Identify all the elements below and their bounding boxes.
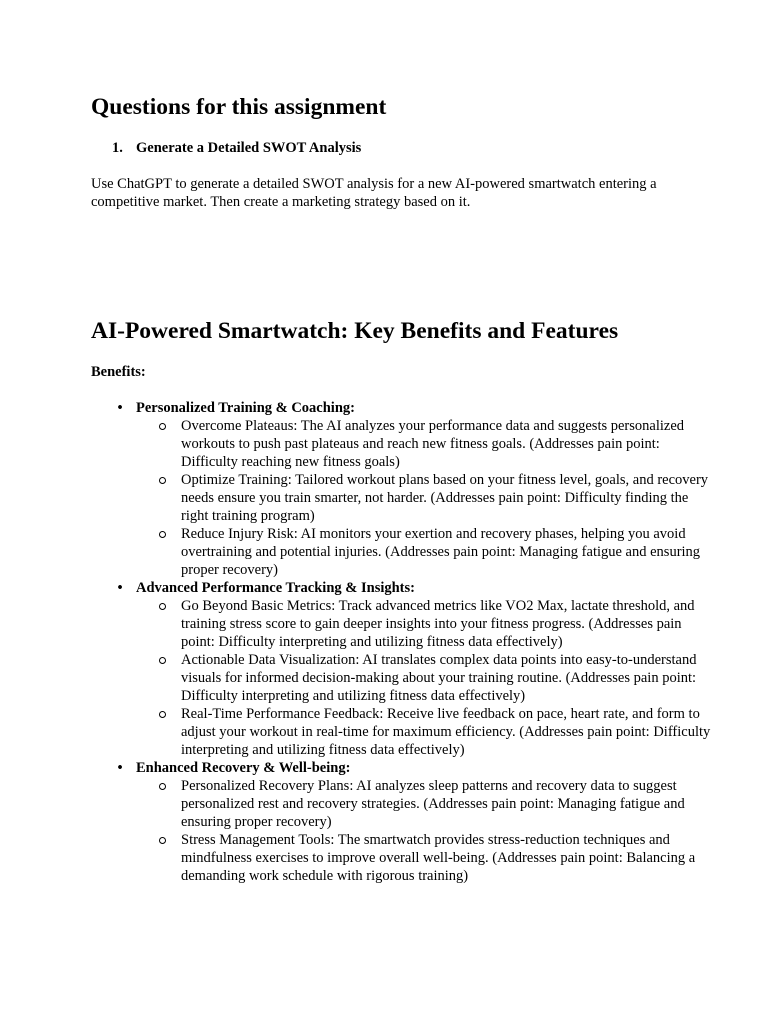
benefit-category xyxy=(91,759,711,885)
feature-text: Personalized Recovery Plans: AI analyzes sleep patterns and recovery data to suggest personalized rest and recovery strategies. (Addresses pain point: Managing fatigue and ensuring proper recovery) xyxy=(181,778,685,830)
feature-item xyxy=(136,651,711,705)
benefit-category xyxy=(91,399,711,579)
feature-text: Stress Management Tools: The smartwatch provides stress-reduction techniques and mindfulness exercises to improve overall well-being. (Addresses pain point: Balancing a demanding work schedule with rigorous training) xyxy=(181,832,696,884)
circle-bullet-icon xyxy=(159,657,166,664)
feature-text: Real-Time Performance Feedback: Receive live feedback on pace, heart rate, and form to adjust your workout in real-time for maximum efficiency. (Addresses pain point: Difficulty interpreting and utilizing fitness data effectively) xyxy=(181,706,711,758)
feature-list xyxy=(136,777,711,885)
circle-bullet-icon xyxy=(159,711,166,718)
category-title: Personalized Training & Coaching: xyxy=(136,400,355,416)
circle-bullet-icon xyxy=(159,837,166,844)
benefits-list xyxy=(91,399,711,885)
bullet-icon: • xyxy=(117,580,123,596)
feature-list xyxy=(136,417,711,579)
question-title: Generate a Detailed SWOT Analysis xyxy=(136,140,362,156)
feature-item xyxy=(136,417,711,471)
feature-text: Reduce Injury Risk: AI monitors your exertion and recovery phases, helping you avoid overtraining and potential injuries. (Addresses pain point: Managing fatigue and ensuring proper recovery) xyxy=(181,526,701,578)
circle-bullet-icon xyxy=(159,477,166,484)
section-title: AI-Powered Smartwatch: Key Benefits and Features xyxy=(91,318,619,344)
benefits-label: Benefits: xyxy=(91,364,146,380)
category-title: Enhanced Recovery & Well-being: xyxy=(136,760,351,776)
feature-item xyxy=(136,597,711,651)
feature-item xyxy=(136,525,711,579)
instruction-text: Use ChatGPT to generate a detailed SWOT analysis for a new AI-powered smartwatch entering a competitive market. Then create a marketing strategy based on it. xyxy=(91,176,657,210)
circle-bullet-icon xyxy=(159,603,166,610)
circle-bullet-icon xyxy=(159,423,166,430)
assignment-heading: Questions for this assignment xyxy=(91,94,387,120)
question-number: 1. xyxy=(112,140,123,156)
feature-item xyxy=(136,777,711,831)
feature-text: Go Beyond Basic Metrics: Track advanced metrics like VO2 Max, lactate threshold, and training stress score to gain deeper insights into your fitness progress. (Addresses pain point: Difficulty interpreting and utilizing fitness data effectively) xyxy=(181,598,695,650)
bullet-icon: • xyxy=(117,760,123,776)
category-title: Advanced Performance Tracking & Insights: xyxy=(136,580,415,596)
feature-text: Optimize Training: Tailored workout plans based on your fitness level, goals, and recovery needs ensure you train smarter, not harder. (Addresses pain point: Difficulty finding the right training program) xyxy=(181,472,709,524)
feature-text: Actionable Data Visualization: AI translates complex data points into easy-to-understand visuals for informed decision-making about your training routine. (Addresses pain point: Difficulty interpreting and utilizing fitness data effectively) xyxy=(181,652,697,704)
feature-text: Overcome Plateaus: The AI analyzes your performance data and suggests personalized workouts to push past plateaus and reach new fitness goals. (Addresses pain point: Difficulty reaching new fitness goals) xyxy=(181,418,685,470)
circle-bullet-icon xyxy=(159,531,166,538)
benefit-category xyxy=(91,579,711,759)
feature-item xyxy=(136,831,711,885)
question-item xyxy=(112,139,361,157)
feature-list xyxy=(136,597,711,759)
feature-item xyxy=(136,471,711,525)
bullet-icon: • xyxy=(117,400,123,416)
feature-item xyxy=(136,705,711,759)
circle-bullet-icon xyxy=(159,783,166,790)
